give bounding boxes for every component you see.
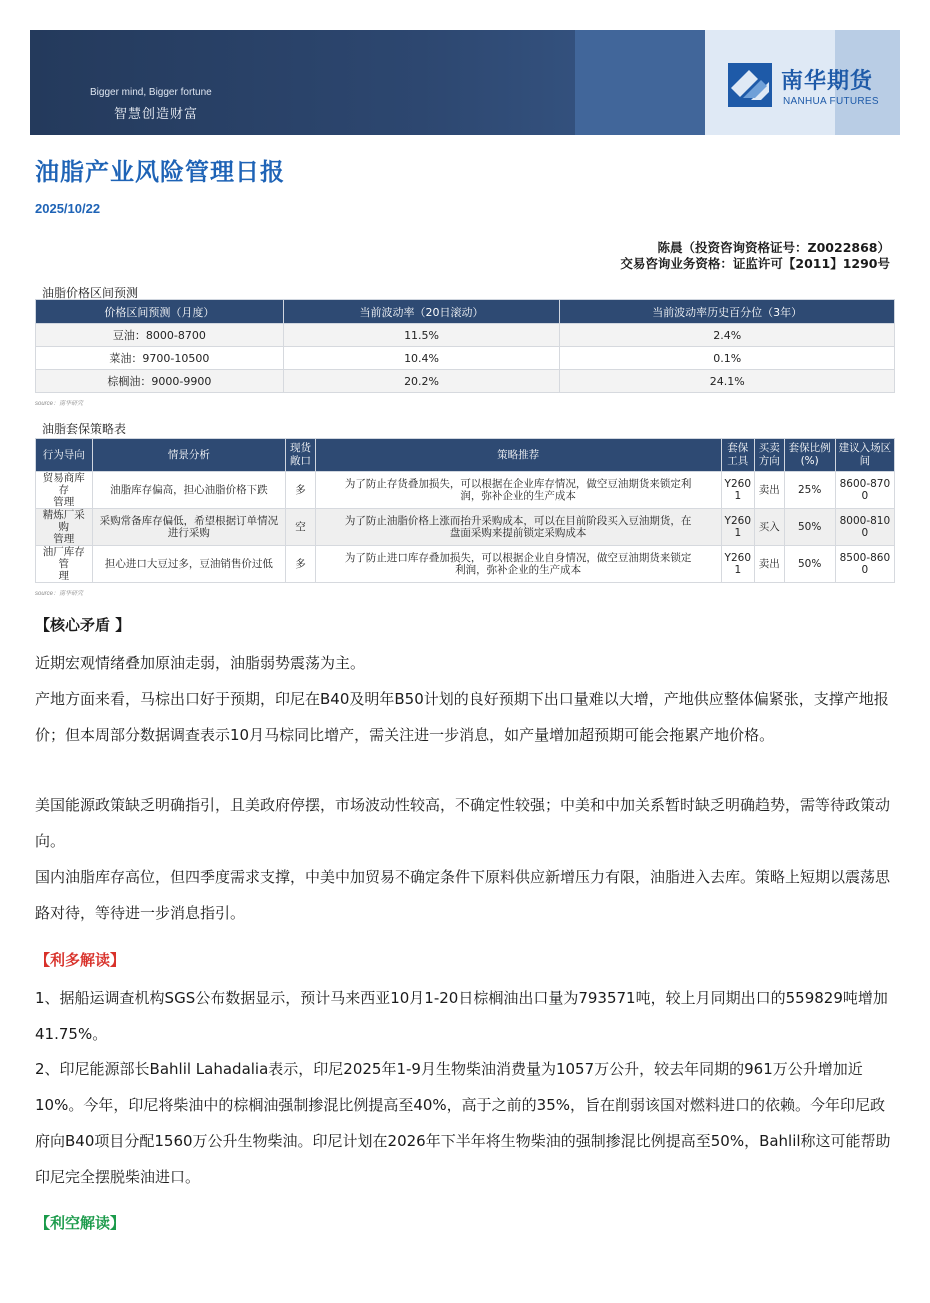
- core-heading: 【核心矛盾 】: [35, 616, 131, 634]
- table-cell: 油厂库存管 理: [36, 546, 93, 583]
- report-date: 2025/10/22: [35, 201, 101, 216]
- table-cell: 24.1%: [560, 370, 895, 393]
- table-cell: 贸易商库存 管理: [36, 472, 93, 509]
- table-cell: 棕榈油：9000-9900: [36, 370, 284, 393]
- table-cell: 多: [286, 472, 316, 509]
- bullish-paragraph: 2、印尼能源部长Bahlil Lahadalia表示，印尼2025年1-9月生物柴油消费量为1057万公升，较去年同期的961万公升增加近10%。今年，印尼将柴油中的棕榈油强制掺混比例提高至40%，高于之前的35%，旨在削弱该国对燃料进口的依赖。今年印尼政府向B40项目分配1560万公升生物柴油。印尼计划在2026年下半年将生物柴油的强制掺混比例提高至50%，Bahlil称这可能帮助印尼完全摆脱柴油进口。: [35, 1060, 891, 1186]
- table-cell: Y260 1: [721, 509, 754, 546]
- table-cell: 油脂库存偏高，担心油脂价格下跌: [92, 472, 286, 509]
- nanhua-logo-icon: [727, 62, 773, 108]
- column-header: 策略推荐: [315, 439, 721, 472]
- price-table-source: source：南华研究: [35, 401, 84, 407]
- table-cell: 菜油：9700-10500: [36, 347, 284, 370]
- table-cell: Y260 1: [721, 472, 754, 509]
- table-header-row: [36, 439, 895, 472]
- table-row: [36, 509, 895, 546]
- column-header: 套保比例 (%): [784, 439, 835, 472]
- table-cell: 8500-860 0: [835, 546, 894, 583]
- logo-text-cn: 南华期货: [781, 69, 874, 94]
- author-block: [620, 240, 890, 272]
- table-cell: 0.1%: [560, 347, 895, 370]
- core-paragraph: 国内油脂库存高位，但四季度需求支撑，中美中加贸易不确定条件下原料供应新增压力有限，油脂进入去库。策略上短期以震荡思路对待，等待进一步消息指引。: [35, 868, 891, 922]
- bearish-heading: 【利空解读】: [35, 1214, 126, 1232]
- table-cell: 25%: [784, 472, 835, 509]
- table-cell: 担心进口大豆过多，豆油销售价过低: [92, 546, 286, 583]
- banner-band: [575, 30, 705, 135]
- tagline-en: Bigger mind, Bigger fortune: [90, 87, 212, 98]
- table-cell: 精炼厂采购 管理: [36, 509, 93, 546]
- logo-text-en: NANHUA FUTURES: [783, 96, 879, 107]
- table-cell: 8000-810 0: [835, 509, 894, 546]
- column-header: 现货 敞口: [286, 439, 316, 472]
- column-header: 价格区间预测（月度）: [36, 300, 284, 324]
- table-cell: 8600-870 0: [835, 472, 894, 509]
- column-header: 买卖 方向: [755, 439, 785, 472]
- table-cell: Y260 1: [721, 546, 754, 583]
- table-row: [36, 347, 895, 370]
- core-paragraph: 近期宏观情绪叠加原油走弱，油脂弱势震荡为主。: [35, 654, 366, 672]
- table-cell: 50%: [784, 509, 835, 546]
- table-cell: 为了防止存货叠加损失，可以根据在企业库存情况，做空豆油期货来锁定利 润，弥补企业的生产成本: [315, 472, 721, 509]
- nanhua-logo: [727, 62, 897, 110]
- author-license: 交易咨询业务资格：证监许可【2011】1290号: [620, 256, 890, 271]
- table-cell: 2.4%: [560, 324, 895, 347]
- author-name: 陈晨（投资咨询资格证号：Z0022868）: [657, 240, 890, 255]
- tagline-cn: 智慧创造财富: [114, 107, 199, 122]
- column-header: 当前波动率历史百分位（3年）: [560, 300, 895, 324]
- report-title: 油脂产业风险管理日报: [35, 158, 285, 186]
- column-header: 行为导向: [36, 439, 93, 472]
- hedge-table-label: 油脂套保策略表: [42, 422, 127, 436]
- table-cell: 买入: [755, 509, 785, 546]
- table-cell: 10.4%: [283, 347, 560, 370]
- header-banner: [30, 30, 900, 135]
- core-paragraph: 产地方面来看，马棕出口好于预期，印尼在B40及明年B50计划的良好预期下出口量难以大增，产地供应整体偏紧张，支撑产地报价；但本周部分数据调查表示10月马棕同比增产，需关注进一步消息，如产量增加超预期可能会拖累产地价格。: [35, 690, 889, 744]
- bullish-paragraph: 1、据船运调查机构SGS公布数据显示，预计马来西亚10月1-20日棕榈油出口量为793571吨，较上月同期出口的559829吨增加41.75%。: [35, 989, 888, 1043]
- column-header: 情景分析: [92, 439, 286, 472]
- table-row: [36, 546, 895, 583]
- hedge-strategy-table: [35, 438, 895, 583]
- column-header: 套保 工具: [721, 439, 754, 472]
- table-row: [36, 370, 895, 393]
- table-row: [36, 324, 895, 347]
- table-cell: 11.5%: [283, 324, 560, 347]
- bullish-heading: 【利多解读】: [35, 951, 126, 969]
- hedge-table-source: source：南华研究: [35, 591, 84, 597]
- table-cell: 空: [286, 509, 316, 546]
- table-cell: 卖出: [755, 546, 785, 583]
- table-header-row: [36, 300, 895, 324]
- column-header: 当前波动率（20日滚动）: [283, 300, 560, 324]
- table-cell: 为了防止进口库存叠加损失，可以根据企业自身情况，做空豆油期货来锁定 利润，弥补企业的生产成本: [315, 546, 721, 583]
- table-cell: 20.2%: [283, 370, 560, 393]
- price-range-table: [35, 299, 895, 393]
- table-cell: 为了防止油脂价格上涨而抬升采购成本，可以在目前阶段买入豆油期货，在 盘面采购来提前锁定采购成本: [315, 509, 721, 546]
- core-paragraph: 美国能源政策缺乏明确指引，且美政府停摆，市场波动性较高，不确定性较强；中美和中加关系暂时缺乏明确趋势，需等待政策动向。: [35, 796, 891, 850]
- table-cell: 豆油：8000-8700: [36, 324, 284, 347]
- table-cell: 50%: [784, 546, 835, 583]
- price-table-label: 油脂价格区间预测: [42, 286, 139, 300]
- table-cell: 采购常备库存偏低，希望根据订单情况 进行采购: [92, 509, 286, 546]
- table-cell: 多: [286, 546, 316, 583]
- table-row: [36, 472, 895, 509]
- table-cell: 卖出: [755, 472, 785, 509]
- column-header: 建议入场区 间: [835, 439, 894, 472]
